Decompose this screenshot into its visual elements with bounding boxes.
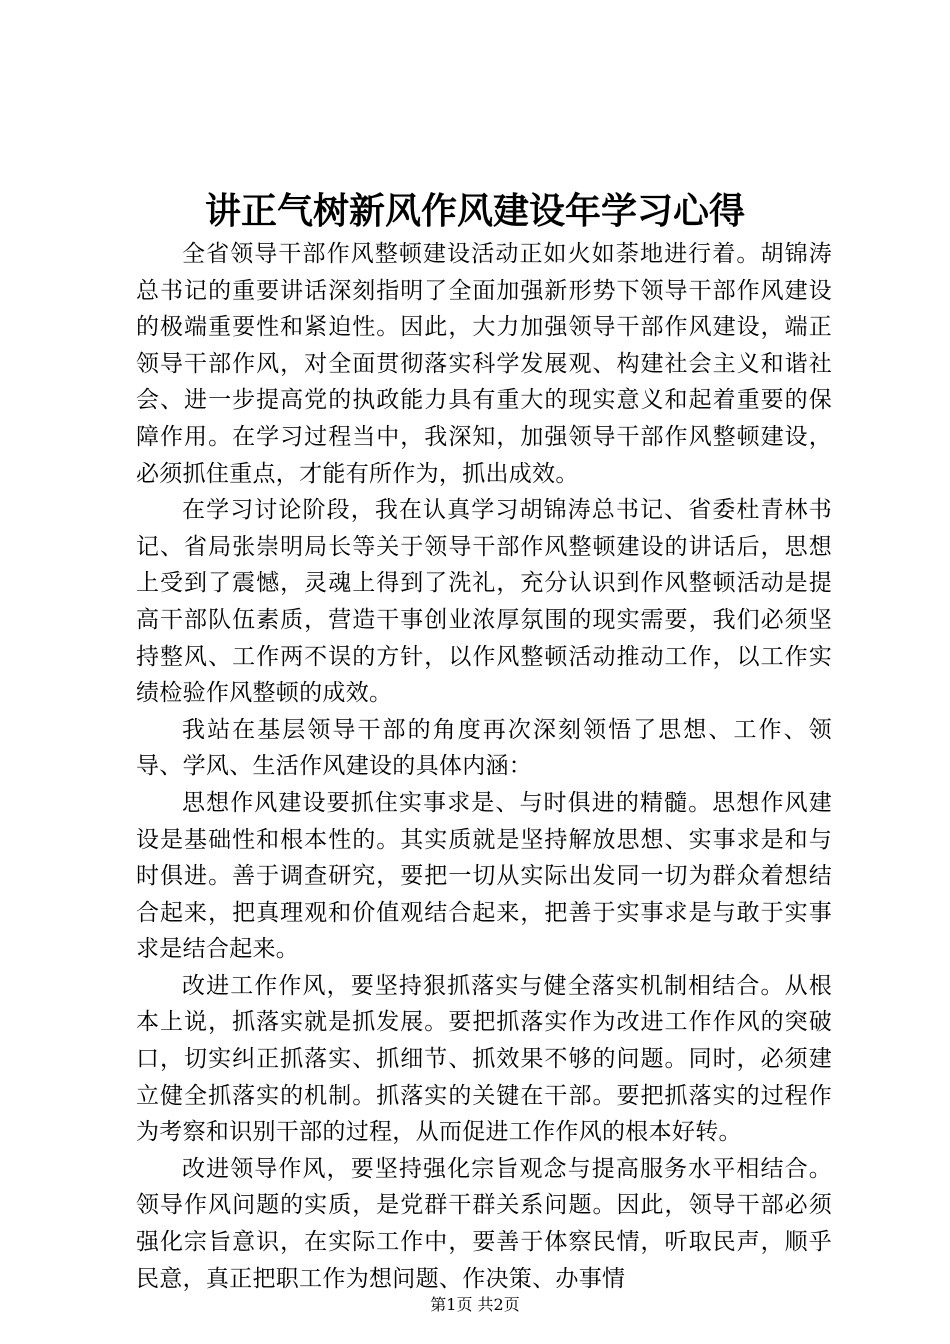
- document-title: 讲正气树新风作风建设年学习心得: [204, 190, 745, 232]
- paragraph: 我站在基层领导干部的角度再次深刻领悟了思想、工作、领导、学风、生活作风建设的具体内涵：: [136, 716, 832, 780]
- paragraph: 改进领导作风，要坚持强化宗旨观念与提高服务水平相结合。领导作风问题的实质，是党群干群关系问题。因此，领导干部必须强化宗旨意识，在实际工作中，要善于体察民情，听取民声，顺乎民意，真正把职工作为想问题、作决策、办事情: [136, 1155, 832, 1292]
- page-footer: 第1页 共2页: [430, 1295, 520, 1314]
- paragraph: 思想作风建设要抓住实事求是、与时俱进的精髓。思想作风建设是基础性和根本性的。其实质就是坚持解放思想、实事求是和与时俱进。善于调查研究，要把一切从实际出发同一切为群众着想结合起来，把真理观和价值观结合起来，把善于实事求是与敢于实事求是结合起来。: [136, 789, 832, 963]
- paragraph: 在学习讨论阶段，我在认真学习胡锦涛总书记、省委杜青林书记、省局张崇明局长等关于领导干部作风整顿建设的讲话后，思想上受到了震憾，灵魂上得到了洗礼，充分认识到作风整顿活动是提高干部队伍素质，营造干事创业浓厚氛围的现实需要，我们必须坚持整风、工作两不误的方针，以作风整顿活动推动工作，以工作实绩检验作风整顿的成效。: [136, 497, 832, 707]
- document-body: [136, 236, 832, 1297]
- paragraph: 全省领导干部作风整顿建设活动正如火如荼地进行着。胡锦涛总书记的重要讲话深刻指明了全面加强新形势下领导干部作风建设的极端重要性和紧迫性。因此，大力加强领导干部作风建设，端正领导干部作风，对全面贯彻落实科学发展观、构建社会主义和谐社会、进一步提高党的执政能力具有重大的现实意义和起着重要的保障作用。在学习过程当中，我深知，加强领导干部作风整顿建设，必须抓住重点，才能有所作为，抓出成效。: [136, 241, 832, 487]
- paragraph: 改进工作作风，要坚持狠抓落实与健全落实机制相结合。从根本上说，抓落实就是抓发展。要把抓落实作为改进工作作风的突破口，切实纠正抓落实、抓细节、抓效果不够的问题。同时，必须建立健全抓落实的机制。抓落实的关键在干部。要把抓落实的过程作为考察和识别干部的过程，从而促进工作作风的根本好转。: [136, 972, 832, 1146]
